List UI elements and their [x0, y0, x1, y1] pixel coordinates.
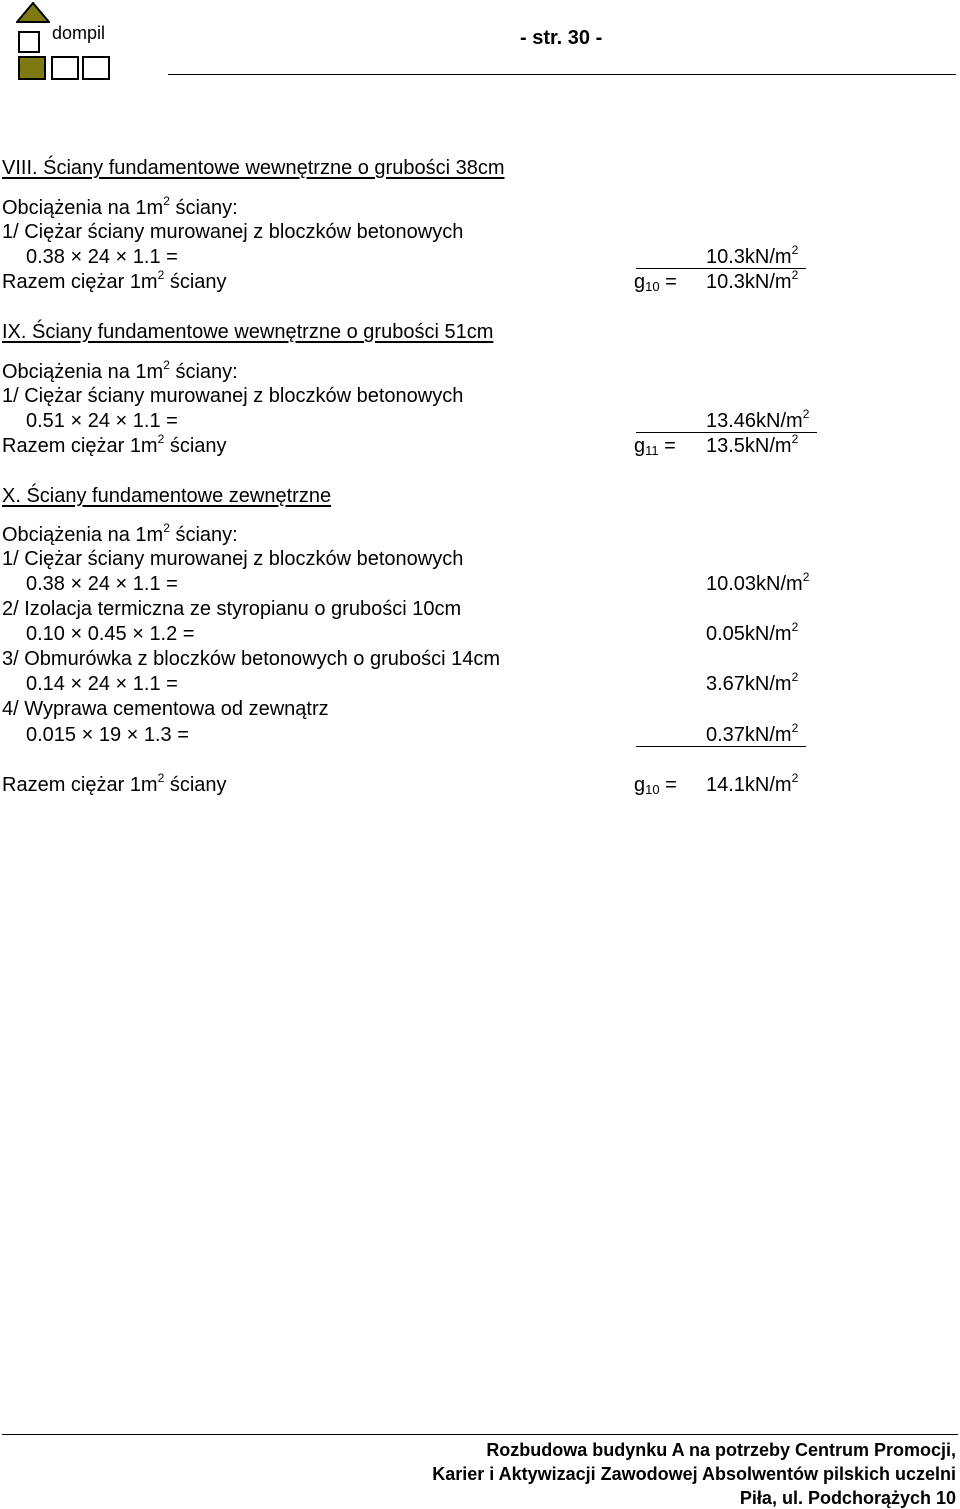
- total-value: $10.3kN/m^2$: [706, 268, 799, 293]
- item-formula: 0.38 × 24 × 1.1 =: [26, 573, 178, 595]
- item-value: $3.67kN/m^2$: [706, 670, 799, 695]
- subtotal-rule: [636, 432, 817, 433]
- total-symbol: $g_{10}$ =: [634, 271, 677, 294]
- total-value: $14.1kN/m^2$: [706, 771, 799, 796]
- item-formula: 0.38 × 24 × 1.1 =: [26, 246, 178, 268]
- total-label: Razem ciężar $1m^2$ ściany: [2, 268, 227, 293]
- header-rule: [168, 74, 956, 75]
- footer-line-3: Piła, ul. Podchorążych 10: [739, 1488, 956, 1508]
- total-label: Razem ciężar $1m^2$ ściany: [2, 771, 227, 796]
- item-value: $10.03kN/m^2$: [706, 570, 810, 595]
- loads-heading: Obciążenia na $1m^2$ ściany:: [2, 194, 238, 219]
- footer-rule: [2, 1434, 958, 1435]
- item-value: $10.3kN/m^2$: [706, 243, 799, 268]
- logo-text: dompil: [52, 23, 106, 43]
- item-label: 1/ Ciężar ściany murowanej z bloczków betonowych: [2, 221, 464, 243]
- item-label: 1/ Ciężar ściany murowanej z bloczków betonowych: [2, 548, 464, 570]
- item-label: 4/ Wyprawa cementowa od zewnątrz: [2, 698, 329, 720]
- item-formula: 0.015 × 19 × 1.3 =: [26, 724, 189, 746]
- logo-square-2: [82, 56, 110, 80]
- section-title: IX. Ściany fundamentowe wewnętrzne o grubości 51cm: [2, 321, 494, 343]
- logo-square-1: [51, 56, 79, 80]
- item-value: $0.05kN/m^2$: [706, 620, 799, 645]
- logo-house-icon: [16, 2, 50, 54]
- page-number: - str. 30 -: [520, 27, 603, 49]
- item-formula: 0.14 × 24 × 1.1 =: [26, 673, 178, 695]
- loads-heading: Obciążenia na $1m^2$ ściany:: [2, 358, 238, 383]
- item-label: 1/ Ciężar ściany murowanej z bloczków betonowych: [2, 385, 464, 407]
- loads-heading: Obciążenia na $1m^2$ ściany:: [2, 521, 238, 546]
- subtotal-rule: [636, 268, 806, 269]
- item-formula: 0.51 × 24 × 1.1 =: [26, 410, 178, 432]
- item-formula: 0.10 × 0.45 × 1.2 =: [26, 623, 195, 645]
- total-symbol: $g_{11}$ =: [634, 435, 676, 458]
- section-title: X. Ściany fundamentowe zewnętrzne: [2, 485, 332, 507]
- logo-square-olive: [18, 56, 46, 80]
- item-value: $0.37kN/m^2$: [706, 721, 799, 746]
- item-value: $13.46kN/m^2$: [706, 407, 810, 432]
- section-title: VIII. Ściany fundamentowe wewnętrzne o grubości 38cm: [2, 157, 505, 179]
- item-label: 2/ Izolacja termiczna ze styropianu o grubości 10cm: [2, 598, 462, 620]
- total-value: $13.5kN/m^2$: [706, 432, 799, 457]
- item-label: 3/ Obmurówka z bloczków betonowych o grubości 14cm: [2, 648, 501, 670]
- subtotal-rule: [636, 746, 806, 747]
- footer-line-1: Rozbudowa budynku A na potrzeby Centrum Promocji,: [486, 1440, 956, 1460]
- total-label: Razem ciężar $1m^2$ ściany: [2, 432, 227, 457]
- footer-line-2: Karier i Aktywizacji Zawodowej Absolwentów pilskich uczelni: [432, 1464, 956, 1484]
- total-symbol: $g_{10}$ =: [634, 774, 677, 797]
